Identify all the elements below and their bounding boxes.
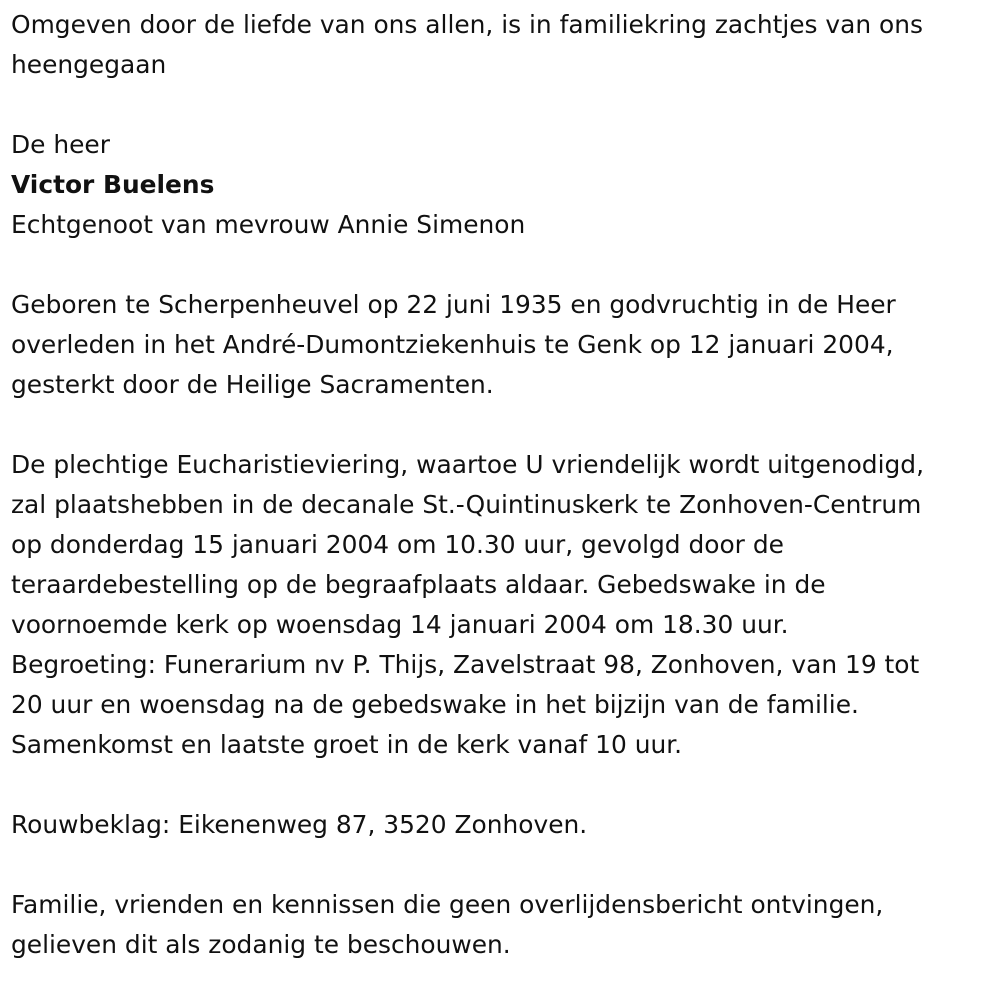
paragraph-spacer bbox=[11, 245, 996, 285]
paragraph-spacer bbox=[11, 85, 996, 125]
ceremony-paragraph bbox=[11, 445, 996, 765]
paragraph-spacer bbox=[11, 765, 996, 805]
ceremony-line: De plechtige Eucharistieviering, waartoe U vriendelijk wordt uitgenodigd, bbox=[11, 450, 924, 479]
ceremony-line: 20 uur en woensdag na de gebedswake in het bijzijn van de familie. bbox=[11, 690, 859, 719]
paragraph-spacer bbox=[11, 845, 996, 885]
condolences-paragraph bbox=[11, 805, 996, 845]
ceremony-line: op donderdag 15 januari 2004 om 10.30 uur, gevolgd door de bbox=[11, 530, 784, 559]
person-block bbox=[11, 125, 996, 245]
spouse-line: Echtgenoot van mevrouw Annie Simenon bbox=[11, 210, 526, 239]
closing-line: gelieven dit als zodanig te beschouwen. bbox=[11, 930, 511, 959]
condolences-line: Rouwbeklag: Eikenenweg 87, 3520 Zonhoven. bbox=[11, 810, 588, 839]
ceremony-line: voornoemde kerk op woensdag 14 januari 2004 om 18.30 uur. bbox=[11, 610, 789, 639]
deceased-name: Victor Buelens bbox=[11, 170, 215, 199]
salutation: De heer bbox=[11, 130, 110, 159]
birth-death-paragraph bbox=[11, 285, 996, 405]
intro-line: heengegaan bbox=[11, 50, 167, 79]
closing-paragraph bbox=[11, 885, 996, 965]
birth-death-line: Geboren te Scherpenheuvel op 22 juni 1935 en godvruchtig in de Heer bbox=[11, 290, 896, 319]
birth-death-line: gesterkt door de Heilige Sacramenten. bbox=[11, 370, 494, 399]
obituary-document bbox=[11, 5, 996, 965]
intro-paragraph bbox=[11, 5, 996, 85]
birth-death-line: overleden in het André-Dumontziekenhuis te Genk op 12 januari 2004, bbox=[11, 330, 894, 359]
intro-line: Omgeven door de liefde van ons allen, is in familiekring zachtjes van ons bbox=[11, 10, 923, 39]
ceremony-line: Samenkomst en laatste groet in de kerk vanaf 10 uur. bbox=[11, 730, 683, 759]
ceremony-line: Begroeting: Funerarium nv P. Thijs, Zavelstraat 98, Zonhoven, van 19 tot bbox=[11, 650, 920, 679]
ceremony-line: teraardebestelling op de begraafplaats aldaar. Gebedswake in de bbox=[11, 570, 826, 599]
closing-line: Familie, vrienden en kennissen die geen overlijdensbericht ontvingen, bbox=[11, 890, 884, 919]
ceremony-line: zal plaatshebben in de decanale St.-Quintinuskerk te Zonhoven-Centrum bbox=[11, 490, 922, 519]
paragraph-spacer bbox=[11, 405, 996, 445]
